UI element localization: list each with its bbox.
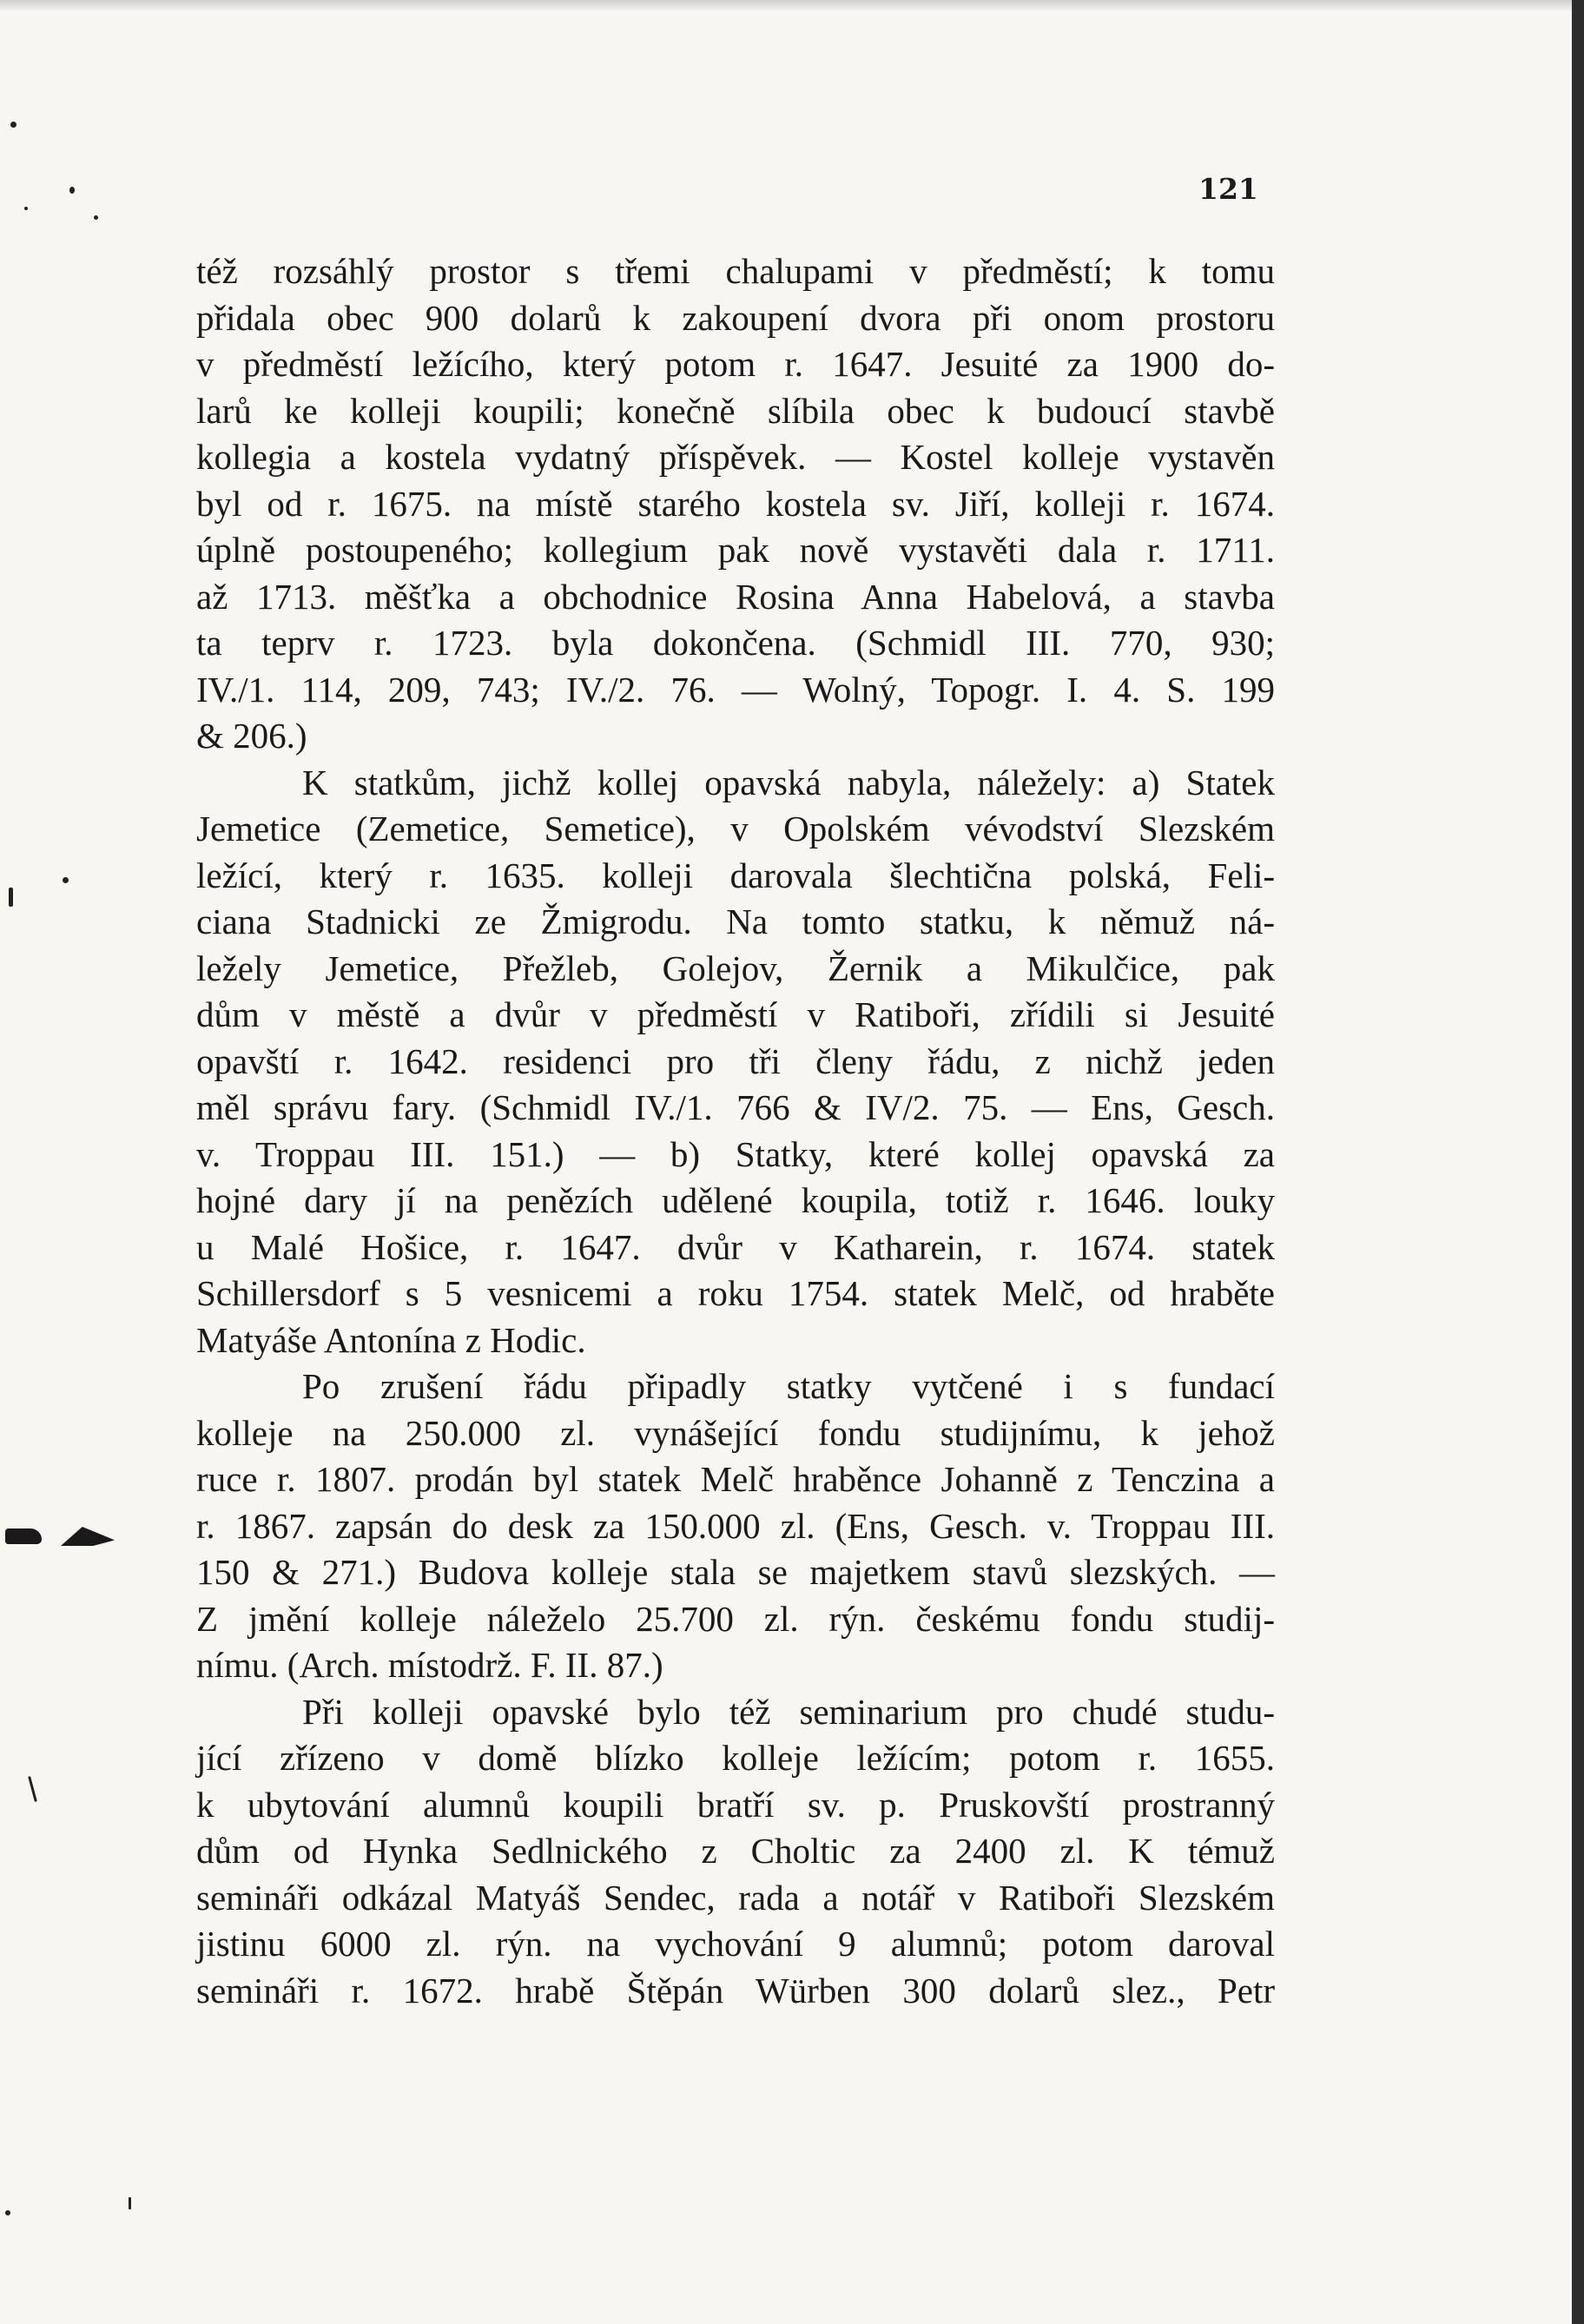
text-line: Při kolleji opavské bylo též seminarium pro chudé studu- (302, 1691, 1275, 1732)
text-line: též rozsáhlý prostor s třemi chalupami v předměstí; k tomu (196, 251, 1275, 291)
text-line: ležely Jemetice, Přežleb, Golejov, Žernik a Mikulčice, pak (196, 947, 1275, 988)
scan-speck (10, 122, 16, 128)
text-line: K statkům, jichž kollej opavská nabyla, náležely: a) Statek (302, 762, 1275, 802)
text-line: úplně postoupeného; kollegium pak nově vystavěti dala r. 1711. (196, 530, 1275, 570)
page-number: 121 (1198, 172, 1258, 206)
text-line: opavští r. 1642. residenci pro tři členy řádu, z nichž jeden (196, 1040, 1275, 1081)
scan-speck (69, 187, 75, 194)
text-line: dům v městě a dvůr v předměstí v Ratiboři, zřídili si Jesuité (196, 994, 1275, 1034)
text-line: IV./1. 114, 209, 743; IV./2. 76. — Wolný, Topogr. I. 4. S. 199 (196, 669, 1275, 710)
text-line: ciana Stadnicki ze Žmigrodu. Na tomto statku, k němuž ná- (196, 901, 1275, 941)
text-line: Matyáše Antonína z Hodic. (196, 1319, 586, 1360)
text-line: v předměstí ležícího, který potom r. 1647. Jesuité za 1900 do- (196, 344, 1275, 384)
text-line: až 1713. měšťka a obchodnice Rosina Anna Habelová, a stavba (196, 576, 1275, 617)
text-line: měl správu fary. (Schmidl IV./1. 766 & IV/2. 75. — Ens, Gesch. (196, 1087, 1275, 1127)
scan-speck (28, 1776, 37, 1802)
text-line: u Malé Hošice, r. 1647. dvůr v Katharein, r. 1674. statek (196, 1226, 1275, 1267)
text-line: ta teprv r. 1723. byla dokončena. (Schmidl III. 770, 930; (196, 623, 1275, 663)
text-line: semináři r. 1672. hrabě Štěpán Würben 300 dolarů slez., Petr (196, 1970, 1275, 2010)
scan-speck (9, 888, 13, 907)
scan-speck (24, 207, 28, 210)
text-line: k ubytování alumnů koupili bratří sv. p. Pruskovští prostranný (196, 1784, 1275, 1825)
scan-speck (94, 215, 98, 220)
text-line: ležící, který r. 1635. kolleji darovala šlechtična polská, Feli- (196, 855, 1275, 895)
text-line: Z jmění kolleje náleželo 25.700 zl. rýn. českému fondu studij- (196, 1598, 1275, 1639)
scan-smudge (5, 1528, 42, 1544)
scan-speck (5, 2210, 10, 2215)
text-line: r. 1867. zapsán do desk za 150.000 zl. (Ens, Gesch. v. Troppau III. (196, 1505, 1275, 1546)
text-line: dům od Hynka Sedlnického z Choltic za 2400 zl. K témuž (196, 1831, 1275, 1871)
text-line: larů ke kolleji koupili; konečně slíbila obec k budoucí stavbě (196, 390, 1275, 431)
text-line: přidala obec 900 dolarů k zakoupení dvora při onom prostoru (196, 297, 1275, 338)
page-edge-shadow (1572, 0, 1584, 2324)
scan-speck (129, 2197, 131, 2209)
text-line: & 206.) (196, 716, 307, 756)
text-line: 150 & 271.) Budova kolleje stala se majetkem stavů slezských. — (196, 1552, 1275, 1592)
text-line: ruce r. 1807. prodán byl statek Melč hraběnce Johanně z Tenczina a (196, 1459, 1275, 1499)
text-line: Po zrušení řádu připadly statky vytčené i s fundací (302, 1366, 1275, 1406)
text-line: nímu. (Arch. místodrž. F. II. 87.) (196, 1645, 663, 1685)
text-line: byl od r. 1675. na místě starého kostela sv. Jiří, kolleji r. 1674. (196, 483, 1275, 524)
text-line: jistinu 6000 zl. rýn. na vychování 9 alumnů; potom daroval (196, 1924, 1275, 1964)
text-line: v. Troppau III. 151.) — b) Statky, které kollej opavská za (196, 1133, 1275, 1174)
body-text (196, 248, 1275, 2014)
text-line: semináři odkázal Matyáš Sendec, rada a notář v Ratiboři Slezském (196, 1877, 1275, 1918)
text-line: Schillersdorf s 5 vesnicemi a roku 1754. statek Melč, od hraběte (196, 1273, 1275, 1313)
text-line: kolleje na 250.000 zl. vynášející fondu studijnímu, k jehož (196, 1412, 1275, 1453)
scan-speck (63, 877, 69, 883)
text-line: kollegia a kostela vydatný příspěvek. — Kostel kolleje vystavěn (196, 437, 1275, 477)
text-line: Jemetice (Zemetice, Semetice), v Opolském vévodství Slezském (196, 809, 1275, 848)
scan-smudge (61, 1527, 115, 1546)
text-line: jící zřízeno v domě blízko kolleje ležícím; potom r. 1655. (196, 1738, 1275, 1778)
text-line: hojné dary jí na penězích udělené koupila, totiž r. 1646. louky (196, 1180, 1275, 1220)
